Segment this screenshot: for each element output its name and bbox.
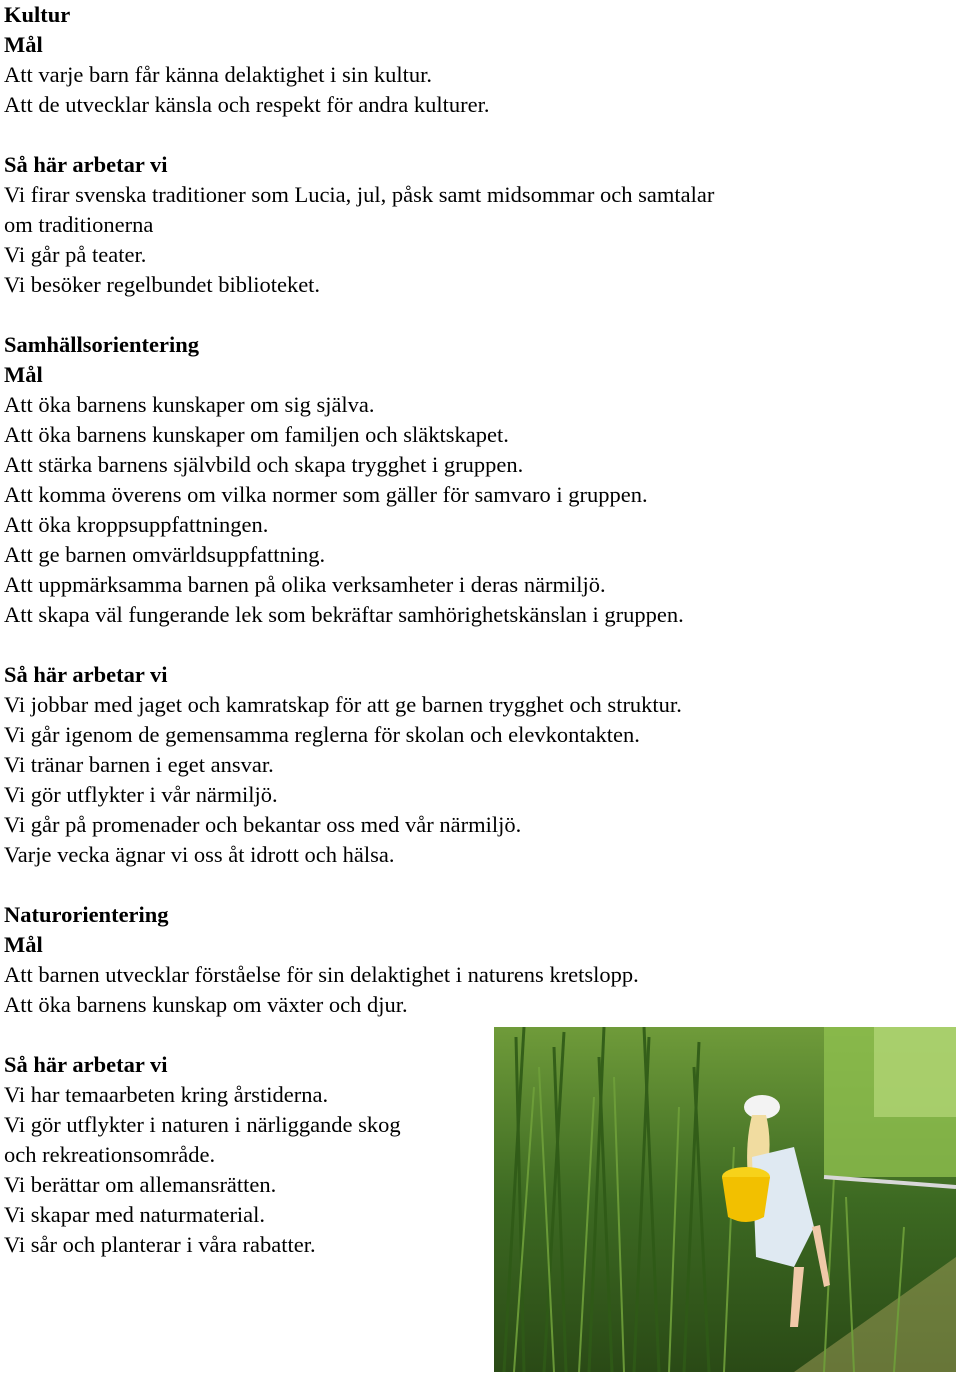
goal-item: Att de utvecklar känsla och respekt för andra kulturer. [4, 92, 490, 117]
goal-item: Att uppmärksamma barnen på olika verksamheter i deras närmiljö. [4, 572, 606, 597]
work-label: Så här arbetar vi [4, 152, 168, 177]
work-item: Vi går på promenader och bekantar oss med vår närmiljö. [4, 812, 522, 837]
work-item: Vi sår och planterar i våra rabatter. [4, 1232, 316, 1257]
work-item: Vi berättar om allemansrätten. [4, 1172, 277, 1197]
work-item: Vi firar svenska traditioner som Lucia, jul, påsk samt midsommar och samtalar [4, 182, 715, 207]
work-item: Vi besöker regelbundet biblioteket. [4, 272, 321, 297]
work-item: Vi tränar barnen i eget ansvar. [4, 752, 274, 777]
goal-item: Att öka barnens kunskaper om sig själva. [4, 392, 375, 417]
goal-item: Att skapa väl fungerande lek som bekräftar samhörighetskänslan i gruppen. [4, 602, 684, 627]
section-heading-samhallsorientering: Samhällsorientering [4, 332, 199, 357]
work-item: Vi jobbar med jaget och kamratskap för att ge barnen trygghet och struktur. [4, 692, 682, 717]
work-label: Så här arbetar vi [4, 662, 168, 687]
nature-photo [494, 1027, 956, 1372]
work-item: Vi skapar med naturmaterial. [4, 1202, 266, 1227]
goal-item: Att varje barn får känna delaktighet i sin kultur. [4, 62, 432, 87]
goal-item: Att barnen utvecklar förståelse för sin delaktighet i naturens kretslopp. [4, 962, 639, 987]
work-item: Vi gör utflykter i vår närmiljö. [4, 782, 278, 807]
section-heading-naturorientering: Naturorientering [4, 902, 169, 927]
work-item: och rekreationsområde. [4, 1142, 216, 1167]
work-item: Vi går igenom de gemensamma reglerna för skolan och elevkontakten. [4, 722, 640, 747]
goal-label: Mål [4, 32, 43, 57]
section-heading-kultur: Kultur [4, 2, 71, 27]
work-item: Vi har temaarbeten kring årstiderna. [4, 1082, 329, 1107]
goal-item: Att öka barnens kunskap om växter och djur. [4, 992, 408, 1017]
work-item: Varje vecka ägnar vi oss åt idrott och hälsa. [4, 842, 395, 867]
goal-item: Att ge barnen omvärldsuppfattning. [4, 542, 326, 567]
goal-item: Att öka kroppsuppfattningen. [4, 512, 269, 537]
work-item: Vi går på teater. [4, 242, 147, 267]
work-label: Så här arbetar vi [4, 1052, 168, 1077]
goal-item: Att öka barnens kunskaper om familjen och släktskapet. [4, 422, 509, 447]
goal-label: Mål [4, 362, 43, 387]
goal-item: Att stärka barnens självbild och skapa trygghet i gruppen. [4, 452, 524, 477]
goal-label: Mål [4, 932, 43, 957]
goal-item: Att komma överens om vilka normer som gäller för samvaro i gruppen. [4, 482, 648, 507]
work-item: om traditionerna [4, 212, 154, 237]
work-item: Vi gör utflykter i naturen i närliggande skog [4, 1112, 401, 1137]
